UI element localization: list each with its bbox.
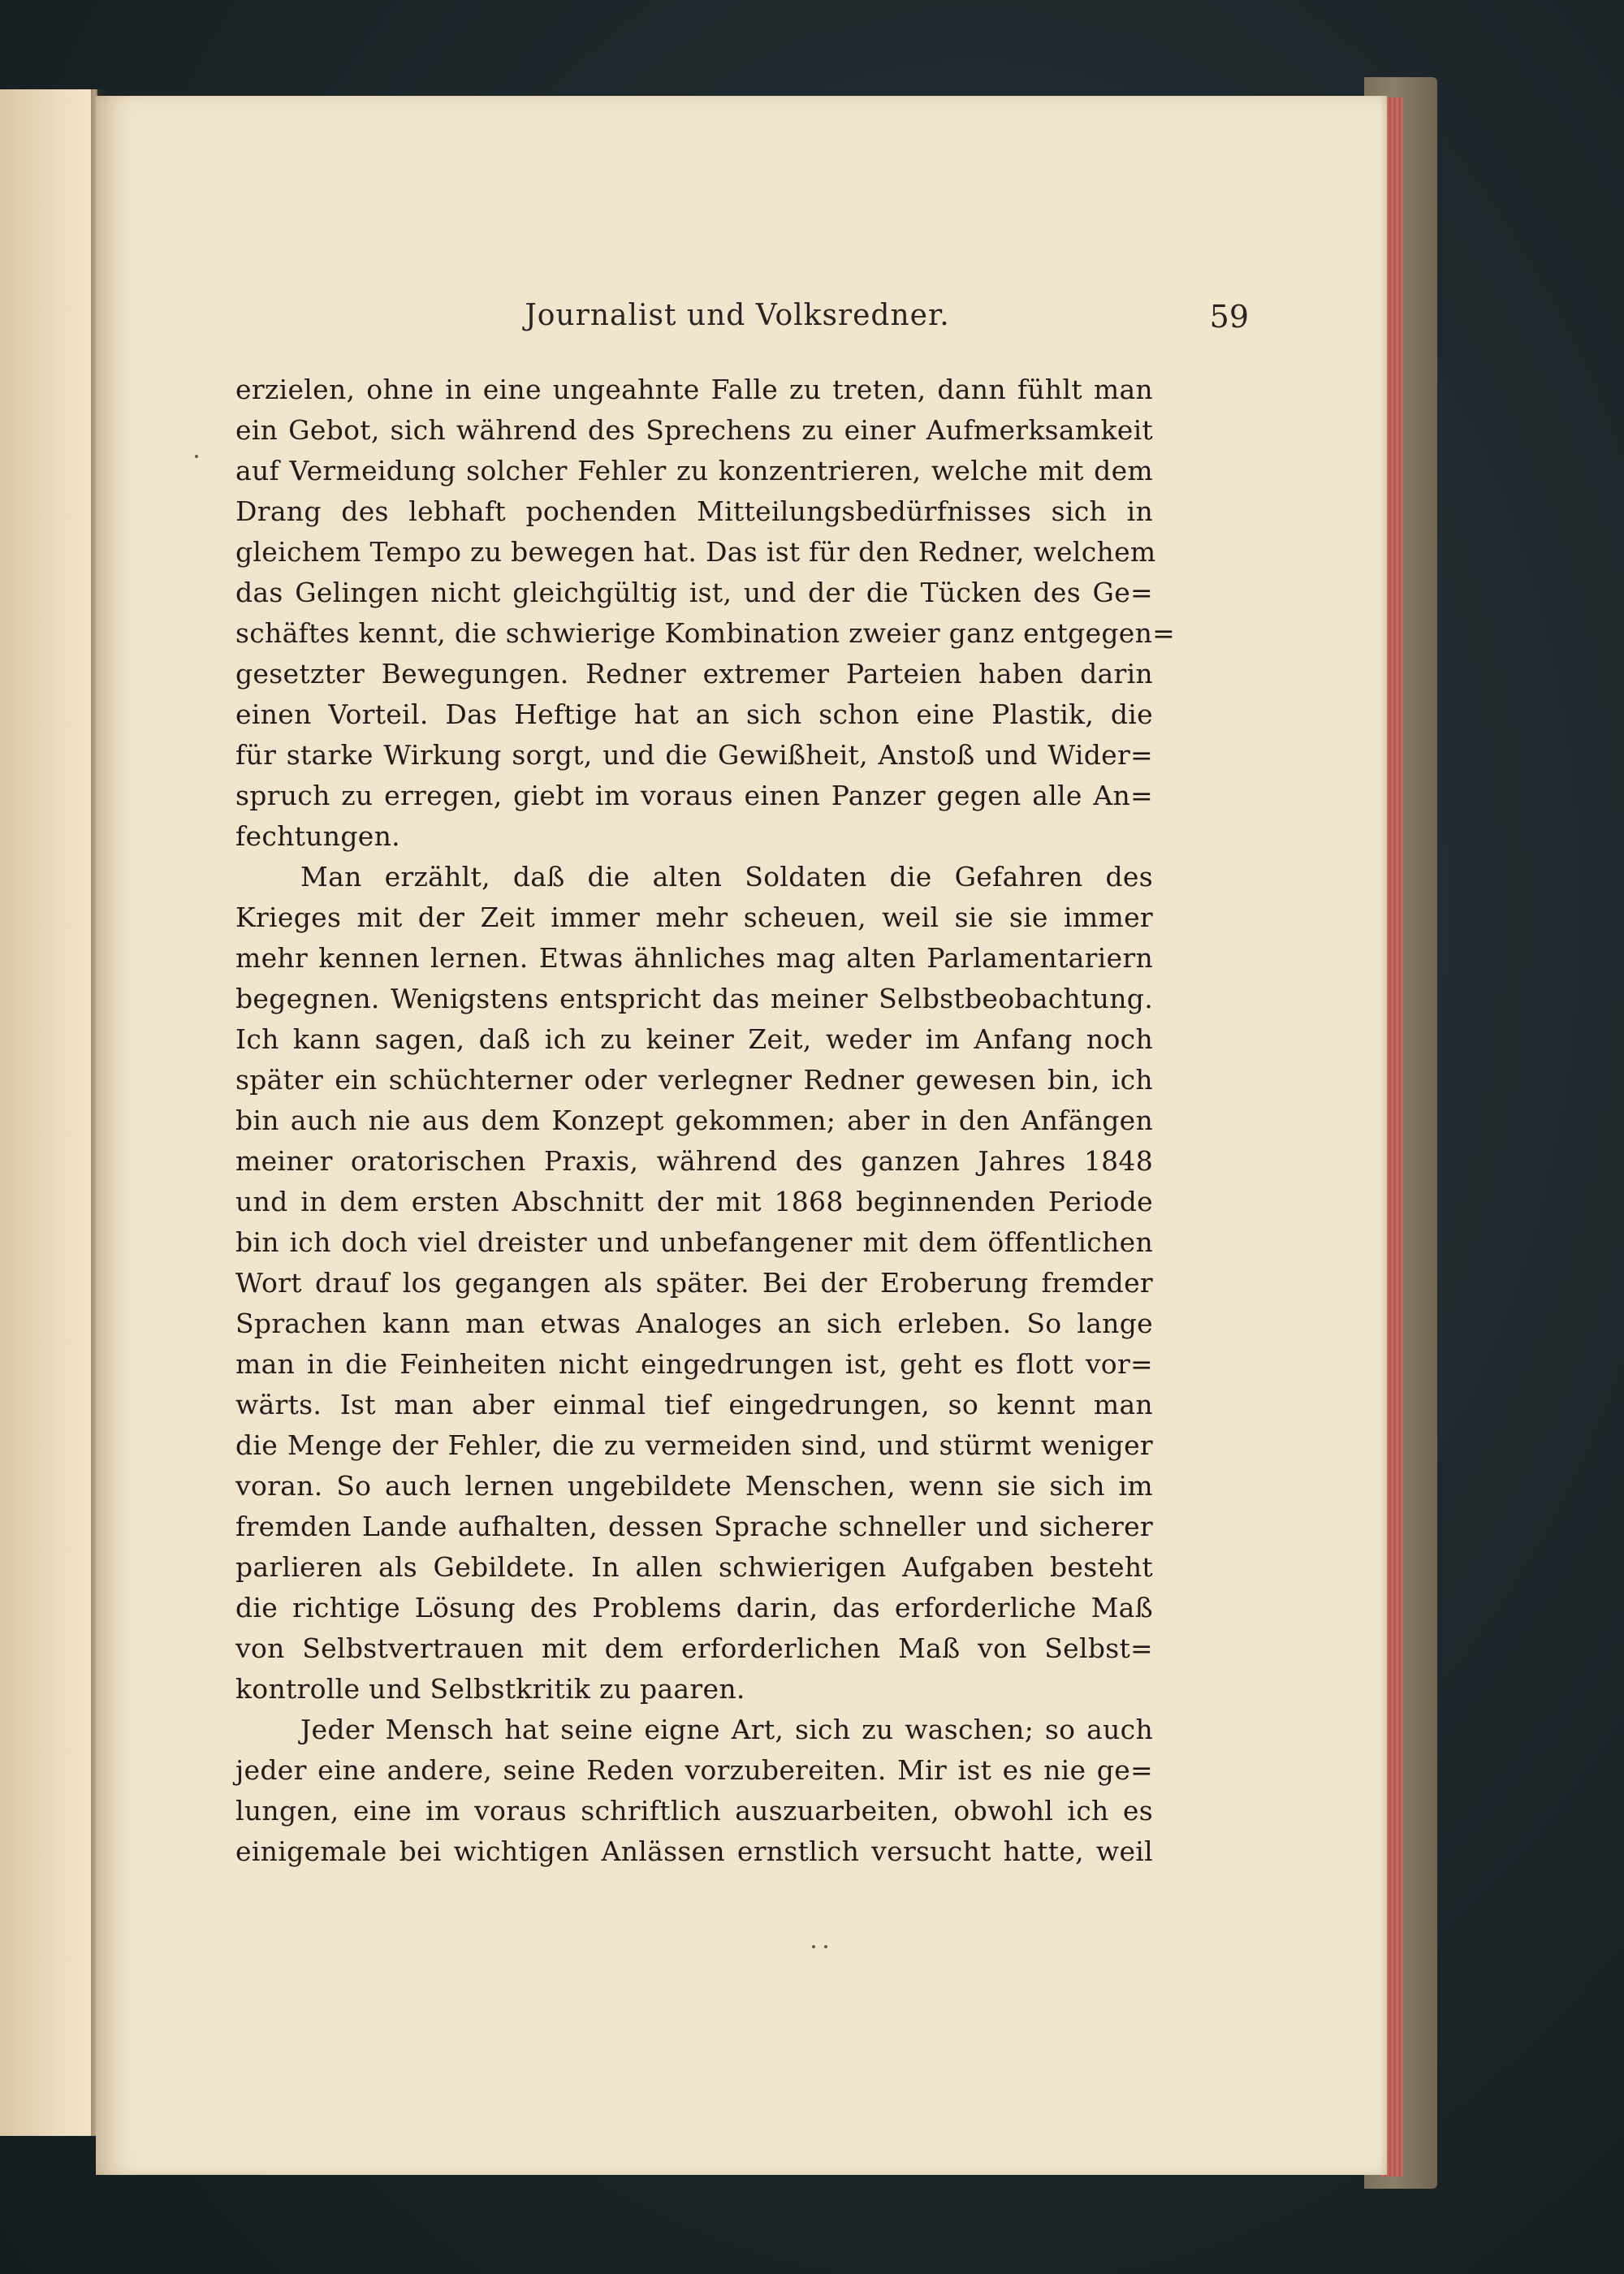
text-line: man in die Feinheiten nicht eingedrungen ist, geht es flott vor= [235, 1348, 1153, 1380]
text-line: erzielen, ohne in eine ungeahnte Falle zu treten, dann fühlt man [235, 374, 1153, 405]
text-line: die richtige Lösung des Problems darin, das erforderliche Maß [235, 1592, 1153, 1623]
text-line: einigemale bei wichtigen Anlässen ernstlich versucht hatte, weil [235, 1835, 1153, 1867]
text-line: Wort drauf los gegangen als später. Bei der Eroberung fremder [235, 1267, 1153, 1299]
text-line: für starke Wirkung sorgt, und die Gewißheit, Anstoß und Wider= [235, 739, 1153, 771]
text-line: gleichem Tempo zu bewegen hat. Das ist für den Redner, welchem [235, 536, 1156, 568]
body-text [235, 370, 1176, 1872]
text-line: ein Gebot, sich während des Sprechens zu einer Aufmerksamkeit [235, 414, 1153, 446]
running-head: Journalist und Volksredner. [525, 299, 950, 332]
text-line: parlieren als Gebildete. In allen schwierigen Aufgaben besteht [235, 1551, 1153, 1583]
text-line: Sprachen kann man etwas Analoges an sich erleben. So lange [235, 1308, 1153, 1339]
text-line: schäftes kennt, die schwierige Kombination zweier ganz entgegen= [235, 617, 1176, 649]
text-line: fremden Lande aufhalten, dessen Sprache schneller und sicherer [235, 1511, 1153, 1542]
page-number: 59 [1209, 299, 1249, 335]
paper-speck [824, 1945, 827, 1948]
left-page-margin [0, 89, 97, 2136]
text-line: wärts. Ist man aber einmal tief eingedrungen, so kennt man [235, 1389, 1153, 1420]
paragraph-start-line: Man erzählt, daß die alten Soldaten die Gefahren des [300, 861, 1153, 893]
text-line: und in dem ersten Abschnitt der mit 1868 beginnenden Periode [235, 1186, 1153, 1217]
paragraph-start-line: Jeder Mensch hat seine eigne Art, sich zu waschen; so auch [300, 1714, 1153, 1745]
text-line: gesetzter Bewegungen. Redner extremer Parteien haben darin [235, 658, 1153, 690]
text-line: auf Vermeidung solcher Fehler zu konzentrieren, welche mit dem [235, 455, 1153, 486]
text-line: von Selbstvertrauen mit dem erforderlichen Maß von Selbst= [235, 1632, 1153, 1664]
text-line: später ein schüchterner oder verlegner Redner gewesen bin, ich [235, 1064, 1153, 1096]
page-header [226, 299, 1249, 356]
paper-speck [195, 455, 198, 458]
text-line: die Menge der Fehler, die zu vermeiden sind, und stürmt weniger [235, 1429, 1153, 1461]
text-line: bin auch nie aus dem Konzept gekommen; aber in den Anfängen [235, 1105, 1153, 1136]
text-line: das Gelingen nicht gleichgültig ist, und der die Tücken des Ge= [235, 577, 1153, 608]
text-line: begegnen. Wenigstens entspricht das meiner Selbstbeobachtung. [235, 983, 1153, 1014]
text-line: einen Vorteil. Das Heftige hat an sich schon eine Plastik, die [235, 698, 1153, 730]
text-line: lungen, eine im voraus schriftlich auszuarbeiten, obwohl ich es [235, 1795, 1153, 1827]
text-line: meiner oratorischen Praxis, während des ganzen Jahres 1848 [235, 1145, 1153, 1177]
paper-speck [812, 1945, 815, 1948]
text-line: spruch zu erregen, giebt im voraus einen Panzer gegen alle An= [235, 780, 1153, 811]
text-line: Krieges mit der Zeit immer mehr scheuen, weil sie sie immer [235, 901, 1153, 933]
text-line: bin ich doch viel dreister und unbefangener mit dem öffentlichen [235, 1226, 1153, 1258]
text-line: jeder eine andere, seine Reden vorzubereiten. Mir ist es nie ge= [235, 1754, 1153, 1786]
text-line: kontrolle und Selbstkritik zu paaren. [235, 1673, 745, 1705]
text-line: Drang des lebhaft pochenden Mitteilungsbedürfnisses sich in [235, 495, 1153, 527]
text-line: voran. So auch lernen ungebildete Menschen, wenn sie sich im [235, 1470, 1153, 1502]
text-line: Ich kann sagen, daß ich zu keiner Zeit, weder im Anfang noch [235, 1023, 1153, 1055]
text-line: fechtungen. [235, 820, 400, 852]
text-line: mehr kennen lernen. Etwas ähnliches mag alten Parlamentariern [235, 942, 1153, 974]
